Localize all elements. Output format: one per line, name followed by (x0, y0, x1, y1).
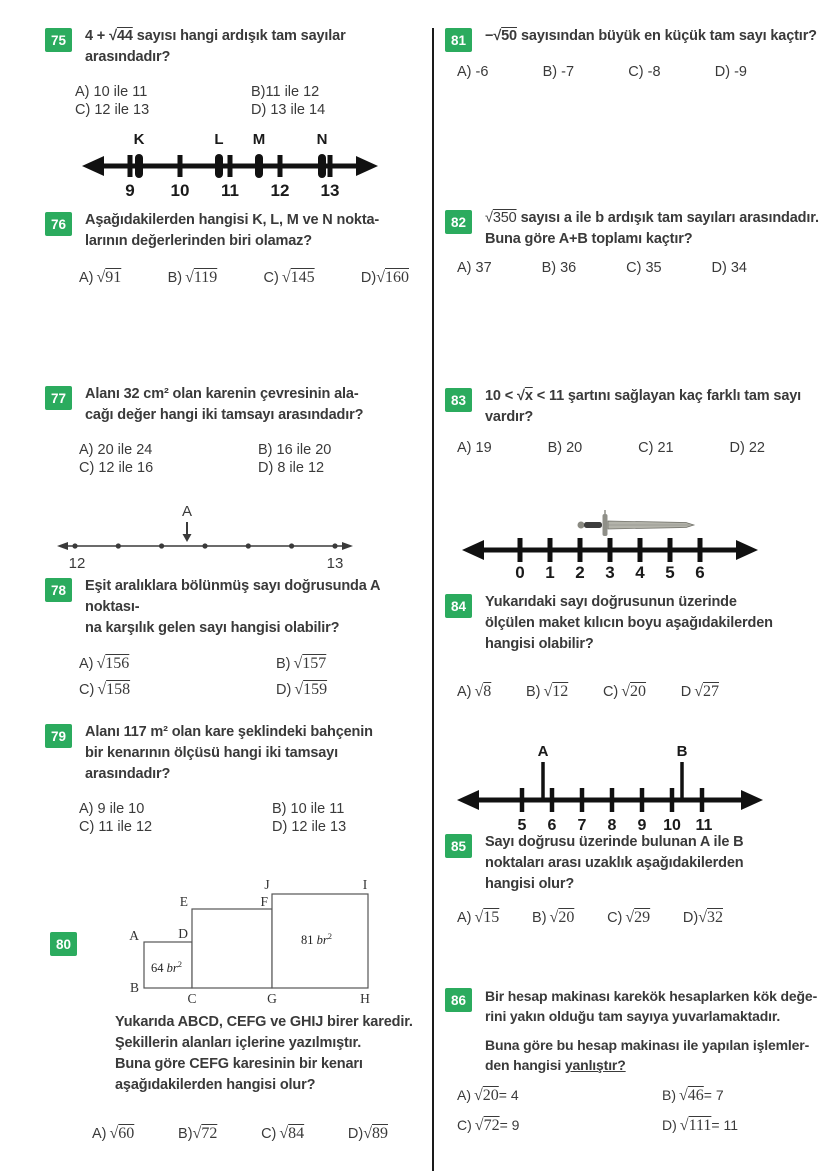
answer-option-c: C) √ 145 (264, 269, 315, 287)
tick-label-6: 6 (547, 817, 557, 834)
question-83-stem-2: vardır? (485, 409, 534, 425)
question-83 (445, 386, 801, 456)
label-D: D (178, 926, 188, 941)
number-line-klmn (80, 128, 380, 202)
question-75-answers (75, 84, 432, 118)
tick-label-12: 12 (270, 181, 290, 200)
point-K-dot (135, 154, 143, 178)
label-F: F (260, 894, 268, 909)
tick-label-3: 3 (605, 563, 615, 580)
sqrt-expression: √ 350 (485, 210, 517, 226)
answer-option-d: D) 12 ile 13 (272, 819, 347, 835)
area-64: 64 $br^2$ (151, 959, 182, 975)
answer-option-c: C) 21 (638, 440, 674, 456)
answer-option-d: D) 22 (729, 440, 765, 456)
question-77 (40, 384, 363, 476)
question-81-number: 81 (445, 28, 472, 52)
tick-label-11: 11 (221, 181, 239, 200)
question-82-answers (457, 260, 747, 276)
question-78 (40, 576, 432, 699)
question-78-stem: Eşit aralıklara bölünmüş sayı doğrusunda A noktası- na karşılık gelen sayı hangisi olabilir? (85, 578, 380, 636)
answer-option-d: D) 34 (711, 260, 747, 276)
question-76-number: 76 (45, 212, 72, 236)
question-85-answers (457, 909, 723, 927)
answer-option-d: D) √ 160 (361, 269, 409, 287)
question-86 (445, 986, 817, 1135)
question-86-number: 86 (445, 988, 472, 1012)
sqrt-expression: √ 50 (493, 28, 517, 44)
question-75 (40, 26, 432, 118)
sqrt-expression: √ 44 (109, 28, 133, 44)
tick-label-10: 10 (663, 817, 681, 834)
question-86-stem: Bir hesap makinası karekök hesaplarken kök değe- rini yakın olduğu tam sayıya yuvarlamaktadır. (485, 988, 818, 1024)
answer-option-a: A) 19 (457, 440, 492, 456)
question-84 (445, 592, 773, 701)
answer-option-b: B) √ 72 (178, 1125, 217, 1143)
answer-option-b: B) 20 (547, 440, 583, 456)
question-79-answers (79, 801, 373, 835)
number-line-ab (455, 742, 765, 837)
label-C: C (187, 991, 197, 1006)
answer-option-d: D) √ 89 (348, 1125, 388, 1143)
answer-option-d: D) √ 32 (683, 909, 723, 927)
question-82 (445, 208, 819, 276)
tick-label-11: 11 (695, 817, 713, 834)
question-75-stem: 4 + √ 44 sayısı hangi ardışık tam sayılar arasındadır? (85, 26, 432, 68)
question-81 (445, 26, 817, 80)
question-85-number: 85 (445, 834, 472, 858)
question-76-answers (79, 269, 409, 287)
square-cefg (192, 909, 272, 988)
answer-option-d: D √ 27 (681, 683, 719, 701)
column-divider (432, 28, 434, 1171)
tick-label-9: 9 (125, 181, 135, 200)
number-line-a-point (55, 502, 355, 574)
answer-option-c: C) √ 84 (261, 1125, 304, 1143)
answer-option-b: B) 10 ile 11 (272, 801, 345, 817)
answer-option-a: A) √ 156 (79, 655, 276, 673)
answer-option-b: B) √ 46= 7 (662, 1087, 817, 1105)
label-G: G (267, 991, 277, 1006)
answer-option-d: D) 8 ile 12 (258, 460, 325, 476)
answer-option-c: C) √ 158 (79, 681, 276, 699)
tick-label-7: 7 (577, 817, 587, 834)
answer-option-b: B) √ 157 (276, 655, 432, 673)
answer-option-b: B)11 ile 12 (251, 84, 320, 100)
point-L-label: L (214, 131, 224, 148)
point-N-label: N (316, 131, 328, 148)
answer-option-a: A) 20 ile 24 (79, 442, 153, 458)
answer-option-c: C) 12 ile 13 (75, 102, 150, 118)
label-A: A (129, 928, 139, 943)
sqrt-expression: √ $\overline{x}$ (517, 388, 533, 404)
underlined-keyword: yanlıştır? (564, 1057, 626, 1073)
tick-label-10: 10 (170, 181, 190, 200)
question-79-number: 79 (45, 724, 72, 748)
point-L-dot (215, 154, 223, 178)
a-arrow-label: A (181, 503, 193, 520)
answer-option-c: C) √ 20 (603, 683, 646, 701)
answer-option-b: B) 36 (541, 260, 577, 276)
number-line-sword (460, 498, 760, 580)
tick-label-0: 0 (515, 563, 525, 580)
answer-option-c: C) 35 (626, 260, 662, 276)
label-B: B (129, 980, 139, 995)
question-82-stem: √ 350 sayısı a ile b ardışık tam sayıları arasındadır. (485, 208, 819, 229)
tick-label-5: 5 (665, 563, 675, 580)
question-82-number: 82 (445, 210, 472, 234)
answer-option-c: C) -8 (628, 64, 661, 80)
question-84-answers (457, 683, 719, 701)
answer-option-b: B) √ 119 (168, 269, 218, 287)
sword-icon (578, 522, 585, 529)
answer-option-d: D) 13 ile 14 (251, 102, 326, 118)
answer-option-c: C) 11 ile 12 (79, 819, 153, 835)
answer-option-b: B) -7 (542, 64, 575, 80)
question-82-stem-2: Buna göre A+B toplamı kaçtır? (485, 231, 693, 247)
question-76 (40, 210, 409, 287)
question-78-number: 78 (45, 578, 72, 602)
answer-option-a: A) -6 (457, 64, 489, 80)
label-I: I (362, 877, 368, 892)
label-H: H (360, 991, 370, 1006)
answer-option-c: C) 12 ile 16 (79, 460, 154, 476)
answer-option-c: C) √ 72= 9 (457, 1117, 662, 1135)
tick-label-13: 13 (320, 181, 340, 200)
answer-option-b: B) 16 ile 20 (258, 442, 332, 458)
point-N-dot (318, 154, 326, 178)
tick-label-4: 4 (635, 563, 645, 580)
point-M-label: M (252, 131, 266, 148)
squares-diagram (115, 856, 385, 1008)
question-83-answers (457, 440, 765, 456)
question-81-stem: − √ 50 sayısından büyük en küçük tam sayı kaçtır? (485, 26, 817, 47)
question-86-answers (457, 1087, 817, 1135)
tick-label-8: 8 (607, 817, 617, 834)
question-80-answers (92, 1125, 388, 1143)
answer-option-d: D) -9 (714, 64, 747, 80)
area-81: 81 $br^2$ (301, 931, 332, 947)
question-77-number: 77 (45, 386, 72, 410)
answer-option-d: D) √ 159 (276, 681, 432, 699)
question-78-answers (79, 655, 432, 699)
question-77-answers (79, 442, 363, 476)
answer-option-a: A) √ 20= 4 (457, 1087, 662, 1105)
question-79-stem: Alanı 117 m² olan kare şeklindeki bahçenin bir kenarının ölçüsü hangi iki tamsayı arasındadır? (85, 724, 373, 782)
tick-label-5: 5 (517, 817, 527, 834)
question-83-stem: 10 < √ $\overline{x} < 11$ şartını sağlayan kaç farklı tam sayı (485, 386, 801, 407)
question-83-number: 83 (445, 388, 472, 412)
answer-option-a: A) 37 (457, 260, 492, 276)
question-85 (445, 832, 744, 927)
label-E: E (179, 894, 188, 909)
a-arrow (183, 534, 192, 542)
question-85-stem: Sayı doğrusu üzerinde bulunan A ile B noktaları arası uzaklık aşağıdakilerden hangisi olur? (485, 834, 744, 892)
tick-label-2: 2 (575, 563, 585, 580)
tick-label-13: 13 (326, 555, 344, 572)
question-86-stem-2: Buna göre bu hesap makinası ile yapılan işlemler- den hangisi yanlıştır? (485, 1037, 810, 1073)
tick-label-6: 6 (695, 563, 705, 580)
answer-option-a: A) √ 15 (457, 909, 499, 927)
question-80-number: 80 (50, 932, 77, 956)
answer-option-a: A) 10 ile 11 (75, 84, 148, 100)
point-B-label: B (676, 743, 688, 760)
question-76-stem: Aşağıdakilerden hangisi K, L, M ve N nokta- larının değerlerinden biri olamaz? (85, 212, 380, 249)
question-84-stem: Yukarıdaki sayı doğrusunun üzerinde ölçülen maket kılıcın boyu aşağıdakilerden hangisi olabilir? (485, 594, 773, 652)
answer-option-b: B) √ 12 (526, 683, 568, 701)
tick-label-1: 1 (545, 563, 555, 580)
question-80-stem: Yukarıda ABCD, CEFG ve GHIJ birer karedir. Şekillerin alanları içlerine yazılmıştır. Buna göre CEFG karesinin bir kenarı aşağıdakilerden hangisi olur? (115, 1014, 413, 1093)
point-M-dot (255, 154, 263, 178)
answer-option-a: A) √ 60 (92, 1125, 134, 1143)
tick-label-12: 12 (68, 555, 86, 572)
label-J: J (264, 877, 270, 892)
answer-option-a: A) 9 ile 10 (79, 801, 145, 817)
question-77-stem: Alanı 32 cm² olan karenin çevresinin ala- cağı değer hangi iki tamsayı arasındadır? (85, 386, 364, 423)
answer-option-a: A) √ 91 (79, 269, 121, 287)
question-84-number: 84 (445, 594, 472, 618)
point-A-label: A (537, 743, 549, 760)
answer-option-b: B) √ 20 (532, 909, 574, 927)
question-81-answers (457, 64, 747, 80)
question-75-number: 75 (45, 28, 72, 52)
answer-option-c: C) √ 29 (607, 909, 650, 927)
point-K-label: K (133, 131, 145, 148)
answer-option-a: A) √ 8 (457, 683, 491, 701)
question-79 (40, 722, 373, 835)
tick-label-9: 9 (637, 817, 647, 834)
answer-option-d: D) √ 111= 11 (662, 1117, 817, 1135)
